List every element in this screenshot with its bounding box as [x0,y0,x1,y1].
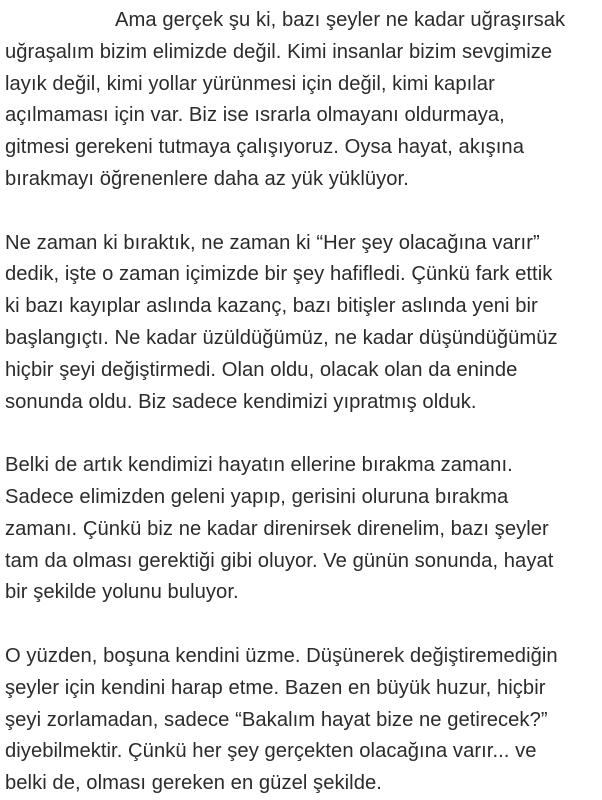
text-line: gitmesi gerekeni tutmaya çalışıyoruz. Oysa hayat, akışına [5,136,524,159]
text-line: şeyler için kendini harap etme. Bazen en büyük huzur, hiçbir [5,676,546,699]
text-line: hiçbir şeyi değiştirmedi. Olan oldu, olacak olan da eninde [5,358,518,381]
text-line: zamanı. Çünkü biz ne kadar direnirsek direnelim, bazı şeyler [5,517,549,540]
text-line: O yüzden, boşuna kendini üzme. Düşünerek değiştiremediğin [5,644,558,667]
text-line: şeyi zorlamadan, sadece “Bakalım hayat bize ne getirecek?” [5,708,548,731]
text-line: sonunda oldu. Biz sadece kendimizi yıpratmış olduk. [5,390,477,413]
text-line: bırakmayı öğrenenlere daha az yük yüklüyor. [5,167,409,190]
text-line: Sadece elimizden geleni yapıp, gerisini oluruna bırakma [5,485,509,508]
text-line: dedik, işte o zaman içimizde bir şey hafifledi. Çünkü fark ettik [5,263,553,286]
text-line: layık değil, kimi yollar yürünmesi için değil, kimi kapılar [5,72,495,95]
text-line: Belki de artık kendimizi hayatın ellerine bırakma zamanı. [5,454,513,477]
text-line: başlangıçtı. Ne kadar üzüldüğümüz, ne kadar düşündüğümüz [5,326,558,349]
text-line: belki de, olması gereken en güzel şekilde. [5,772,382,795]
text-line: ki bazı kayıplar aslında kazanç, bazı bitişler aslında yeni bir [5,295,538,318]
text-line: tam da olması gerektiği gibi oluyor. Ve günün sonunda, hayat [5,549,554,572]
text-line: Ama gerçek şu ki, bazı şeyler ne kadar uğraşırsak [115,9,566,31]
paragraph-1 [5,5,594,196]
text-line: Ne zaman ki bıraktık, ne zaman ki “Her şey olacağına varır” [5,231,540,254]
paragraph-4 [5,641,594,800]
text-line: açılmaması için var. Biz ise ısrarla olmayanı oldurmaya, [5,104,505,127]
paragraph-2 [5,228,594,419]
text-line: bir şekilde yolunu buluyor. [5,581,239,604]
paragraph-3 [5,450,594,609]
text-line: uğraşalım bizim elimizde değil. Kimi insanlar bizim sevgimize [5,40,553,63]
text-line: diyebilmektir. Çünkü her şey gerçekten olacağına varır... ve [5,740,537,763]
